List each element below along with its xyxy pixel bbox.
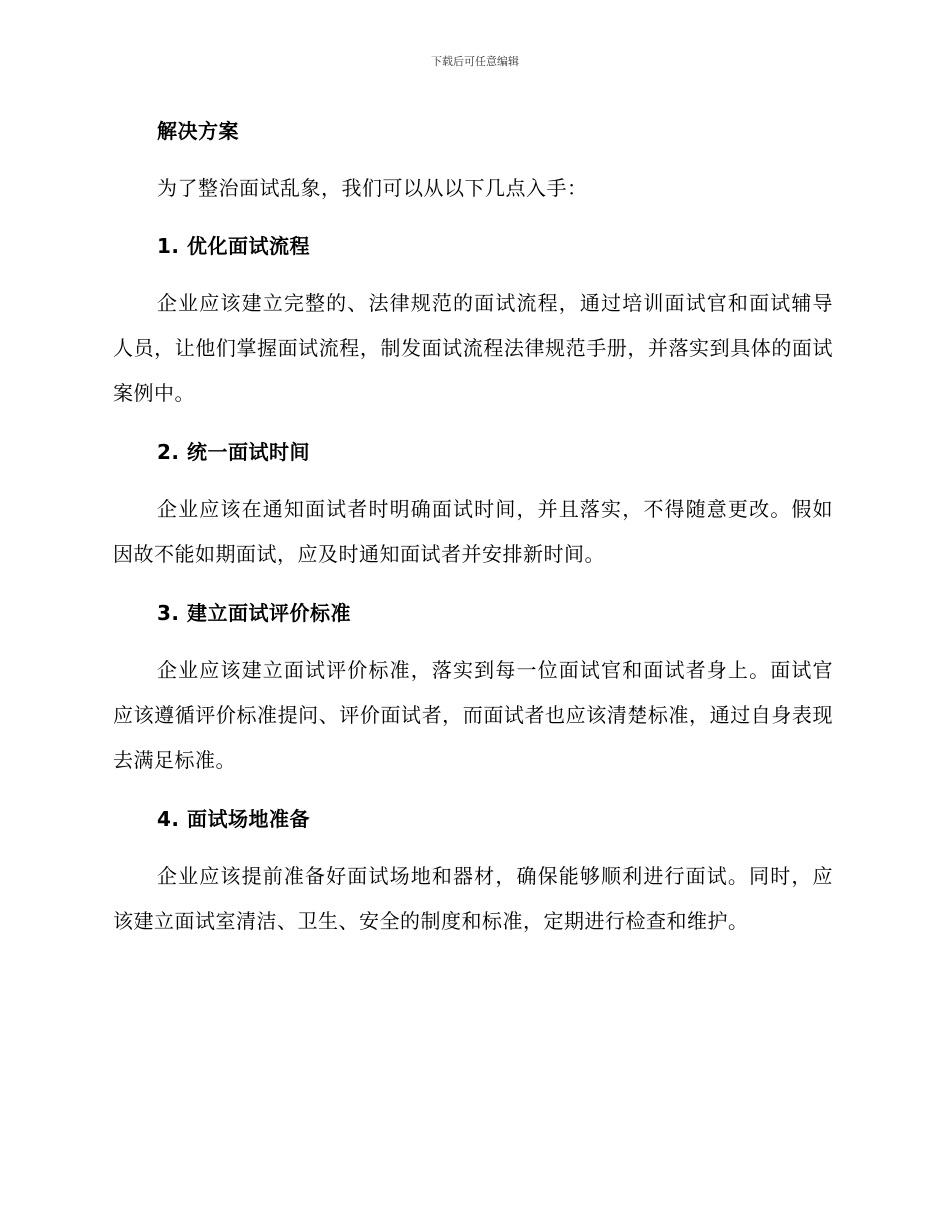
document-body <box>113 108 833 944</box>
page-header: 下载后可任意编辑 <box>431 55 519 68</box>
section-body-1: 企业应该建立完整的、法律规范的面试流程，通过培训面试官和面试辅导人员，让他们掌握面试流程，制发面试流程法律规范手册，并落实到具体的面试案例中。 <box>113 291 833 405</box>
intro-paragraph: 为了整治面试乱象，我们可以从以下几点入手： <box>157 176 588 200</box>
section-heading-4: 4. 面试场地准备 <box>157 807 310 831</box>
section-body-2: 企业应该在通知面试者时明确面试时间，并且落实，不得随意更改。假如因故不能如期面试，应及时通知面试者并安排新时间。 <box>113 497 833 566</box>
section-body-3: 企业应该建立面试评价标准，落实到每一位面试官和面试者身上。面试官应该遵循评价标准提问、评价面试者，而面试者也应该清楚标准，通过自身表现去满足标准。 <box>113 658 833 772</box>
document-title: 解决方案 <box>157 119 239 143</box>
section-heading-1: 1. 优化面试流程 <box>157 234 310 258</box>
section-body-4: 企业应该提前准备好面试场地和器材，确保能够顺利进行面试。同时，应该建立面试室清洁、卫生、安全的制度和标准，定期进行检查和维护。 <box>113 864 833 933</box>
section-heading-2: 2. 统一面试时间 <box>157 440 310 464</box>
section-heading-3: 3. 建立面试评价标准 <box>157 601 351 625</box>
